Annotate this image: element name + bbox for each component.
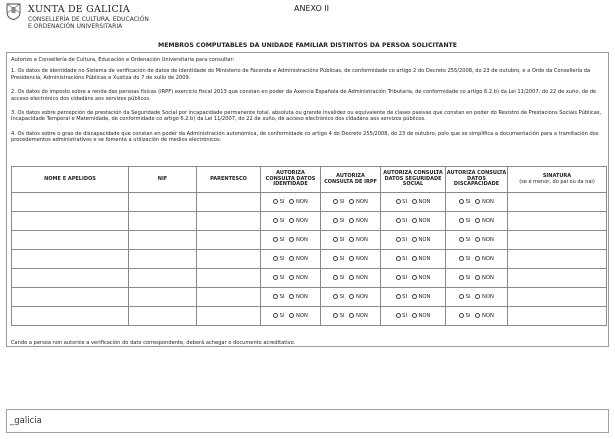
consent-options xyxy=(261,256,320,262)
signature-cell[interactable] xyxy=(508,212,607,231)
option-yes-label: SI xyxy=(279,275,285,281)
irpf-consent-cell xyxy=(321,193,381,212)
radio-yes-icon[interactable] xyxy=(396,256,401,261)
radio-yes-icon[interactable] xyxy=(459,199,464,204)
consent-options xyxy=(321,199,380,205)
radio-yes-icon[interactable] xyxy=(459,218,464,223)
footnote: Cando a persoa non autorice a verificación do dato correspondente, deberá achegar o documento acreditativo. xyxy=(11,340,296,346)
option-yes-label: SI xyxy=(339,256,345,262)
option-yes-label: SI xyxy=(465,256,471,262)
irpf-consent-cell xyxy=(321,212,381,231)
consent-options xyxy=(446,275,507,281)
radio-yes-icon[interactable] xyxy=(396,218,401,223)
table-row xyxy=(12,307,607,326)
option-no-label: NON xyxy=(418,199,431,205)
option-yes-label: SI xyxy=(339,199,345,205)
consent-options xyxy=(381,218,445,224)
option-yes-label: SI xyxy=(339,218,345,224)
name-cell[interactable] xyxy=(12,193,129,212)
disability-consent-cell xyxy=(446,212,508,231)
option-no-label: NON xyxy=(355,218,368,224)
irpf-consent-cell xyxy=(321,250,381,269)
option-no-label: NON xyxy=(355,237,368,243)
consent-options xyxy=(381,313,445,319)
radio-yes-icon[interactable] xyxy=(333,294,338,299)
option-yes-label: SI xyxy=(402,256,407,262)
department-line-2: E ORDENACIÓN UNIVERSITARIA xyxy=(28,22,123,30)
irpf-consent-cell xyxy=(321,231,381,250)
radio-yes-icon[interactable] xyxy=(273,218,278,223)
signature-cell[interactable] xyxy=(508,307,607,326)
option-no-label: NON xyxy=(418,294,431,300)
consent-options xyxy=(446,294,507,300)
radio-no-icon[interactable] xyxy=(412,256,417,261)
option-no-label: NON xyxy=(355,199,368,205)
social-security-consent-cell xyxy=(381,212,446,231)
parentesco-cell[interactable] xyxy=(197,288,261,307)
nif-cell[interactable] xyxy=(129,193,197,212)
radio-yes-icon[interactable] xyxy=(333,313,338,318)
radio-yes-icon[interactable] xyxy=(459,237,464,242)
nif-cell[interactable] xyxy=(129,269,197,288)
document-header xyxy=(6,3,609,37)
signature-header-note: (se é menor, do pai ou da nai) xyxy=(519,178,595,185)
radio-yes-icon[interactable] xyxy=(459,256,464,261)
parentesco-cell[interactable] xyxy=(197,193,261,212)
radio-yes-icon[interactable] xyxy=(333,237,338,242)
option-no-label: NON xyxy=(295,294,308,300)
radio-yes-icon[interactable] xyxy=(273,313,278,318)
option-yes-label: SI xyxy=(402,199,407,205)
department-line-1: CONSELLERÍA DE CULTURA, EDUCACIÓN xyxy=(28,16,149,23)
annex-label: ANEXO II xyxy=(294,4,330,13)
signature-cell[interactable] xyxy=(508,193,607,212)
consent-options xyxy=(321,275,380,281)
option-yes-label: SI xyxy=(339,275,345,281)
identity-consent-cell xyxy=(261,212,321,231)
radio-no-icon[interactable] xyxy=(475,199,480,204)
consent-options xyxy=(261,294,320,300)
radio-yes-icon[interactable] xyxy=(333,218,338,223)
radio-no-icon[interactable] xyxy=(475,313,480,318)
radio-no-icon[interactable] xyxy=(349,237,354,242)
disability-consent-cell xyxy=(446,307,508,326)
option-no-label: NON xyxy=(295,199,308,205)
consent-options xyxy=(381,199,445,205)
column-header-nif: NIF xyxy=(129,167,197,193)
option-yes-label: SI xyxy=(465,199,471,205)
consent-options xyxy=(261,218,320,224)
identity-consent-cell xyxy=(261,250,321,269)
option-yes-label: SI xyxy=(465,237,471,243)
name-cell[interactable] xyxy=(12,212,129,231)
consent-options xyxy=(261,313,320,319)
department-name xyxy=(28,17,178,30)
option-no-label: NON xyxy=(355,294,368,300)
option-yes-label: SI xyxy=(279,218,285,224)
signature-cell[interactable] xyxy=(508,288,607,307)
option-no-label: NON xyxy=(481,237,494,243)
option-yes-label: SI xyxy=(465,218,471,224)
option-no-label: NON xyxy=(295,237,308,243)
option-yes-label: SI xyxy=(402,275,407,281)
option-yes-label: SI xyxy=(465,275,471,281)
consent-options xyxy=(321,218,380,224)
authorization-item-4: 4. Os datos sobre o grao de discapacidade que constan en poder da Administración autonómica, de conformidade co artigo 4 do Decreto 255/2008, do 23 de outubro, polo que se simplifica a documentación para a tramitación dos procedementos administrativos e se fomenta a utilización de medios electrónicos. xyxy=(11,130,599,144)
consent-options xyxy=(261,237,320,243)
nif-cell[interactable] xyxy=(129,231,197,250)
page-footer xyxy=(6,409,609,433)
form-frame xyxy=(6,52,609,347)
name-cell[interactable] xyxy=(12,250,129,269)
option-no-label: NON xyxy=(355,256,368,262)
table-row xyxy=(12,231,607,250)
xunta-emblem-icon xyxy=(6,3,21,20)
authorization-item-3: 3. Os datos sobre percepción de prestación da Seguridade Social por incapacidade permanente total, absoluta ou grande invalidez ou equivalente de clases pasivas que constan en poder do Rexistro de Prestacións Sociais Públicas, Incapacidade Temporal e Maternidade, de conformidade co artigo 6.2.b) da Lei 11/2007, do 22 de xuño, de acceso electrónico dos cidadáns aos servizos públicos. xyxy=(11,110,602,123)
option-yes-label: SI xyxy=(279,199,285,205)
option-yes-label: SI xyxy=(279,294,285,300)
name-cell[interactable] xyxy=(12,231,129,250)
name-cell[interactable] xyxy=(12,307,129,326)
option-yes-label: SI xyxy=(339,237,345,243)
radio-no-icon[interactable] xyxy=(349,199,354,204)
column-header-identity: AUTORIZA CONSULTA DATOS IDENTIDADE xyxy=(261,167,321,193)
identity-consent-cell xyxy=(261,288,321,307)
option-no-label: NON xyxy=(481,294,494,300)
galicia-logo: _galicia xyxy=(10,416,42,426)
radio-no-icon[interactable] xyxy=(289,256,294,261)
disability-consent-cell xyxy=(446,193,508,212)
radio-no-icon[interactable] xyxy=(412,294,417,299)
radio-no-icon[interactable] xyxy=(412,237,417,242)
radio-yes-icon[interactable] xyxy=(396,199,401,204)
consent-options xyxy=(446,313,507,319)
radio-no-icon[interactable] xyxy=(289,199,294,204)
column-header-social-security: AUTORIZA CONSULTA DATOS SEGURIDADE SOCIAL xyxy=(381,167,446,193)
radio-no-icon[interactable] xyxy=(349,256,354,261)
signature-header-label: SINATURA xyxy=(542,172,572,179)
parentesco-cell[interactable] xyxy=(197,307,261,326)
document-title: MEMBROS COMPUTABLES DA UNIDADE FAMILIAR DISTINTOS DA PERSOA SOLICITANTE xyxy=(158,42,457,49)
option-no-label: NON xyxy=(355,275,368,281)
consent-options xyxy=(446,199,507,205)
table-row xyxy=(12,193,607,212)
consent-options xyxy=(381,294,445,300)
consent-options xyxy=(381,256,445,262)
radio-yes-icon[interactable] xyxy=(396,313,401,318)
name-cell[interactable] xyxy=(12,288,129,307)
radio-yes-icon[interactable] xyxy=(273,237,278,242)
option-no-label: NON xyxy=(481,199,494,205)
radio-no-icon[interactable] xyxy=(475,237,480,242)
nif-cell[interactable] xyxy=(129,307,197,326)
authorization-item-1: 1. Os datos de identidade no Sistema de verificación de datos de identidade do Ministerio de Facenda e Administracións Públicas, de conformidade co artigo 2 do Decreto 255/2008, do 23 de outubro, e a Orde da Consellería da Presidencia, Administracións Públicas e Xustiza do 7 de xullo de 2009. xyxy=(11,68,591,81)
option-yes-label: SI xyxy=(279,237,285,243)
disability-consent-cell xyxy=(446,288,508,307)
option-no-label: NON xyxy=(418,275,431,281)
option-no-label: NON xyxy=(355,313,368,319)
table-header-row xyxy=(12,167,607,193)
social-security-consent-cell xyxy=(381,250,446,269)
radio-no-icon[interactable] xyxy=(349,294,354,299)
option-no-label: NON xyxy=(481,256,494,262)
parentesco-cell[interactable] xyxy=(197,212,261,231)
radio-yes-icon[interactable] xyxy=(333,199,338,204)
option-no-label: NON xyxy=(418,313,431,319)
option-yes-label: SI xyxy=(402,313,407,319)
disability-consent-cell xyxy=(446,250,508,269)
identity-consent-cell xyxy=(261,307,321,326)
option-yes-label: SI xyxy=(339,313,345,319)
radio-no-icon[interactable] xyxy=(475,218,480,223)
column-header-disability: AUTORIZA CONSULTA DATOS DISCAPACIDADE xyxy=(446,167,508,193)
option-no-label: NON xyxy=(418,218,431,224)
table-row xyxy=(12,250,607,269)
social-security-consent-cell xyxy=(381,193,446,212)
nif-cell[interactable] xyxy=(129,212,197,231)
radio-yes-icon[interactable] xyxy=(273,275,278,280)
radio-no-icon[interactable] xyxy=(289,313,294,318)
signature-cell[interactable] xyxy=(508,231,607,250)
parentesco-cell[interactable] xyxy=(197,231,261,250)
option-yes-label: SI xyxy=(465,313,471,319)
option-no-label: NON xyxy=(481,275,494,281)
consent-options xyxy=(446,237,507,243)
members-table xyxy=(11,166,607,326)
disability-consent-cell xyxy=(446,269,508,288)
identity-consent-cell xyxy=(261,193,321,212)
option-no-label: NON xyxy=(295,275,308,281)
name-cell[interactable] xyxy=(12,269,129,288)
consent-options xyxy=(321,256,380,262)
irpf-consent-cell xyxy=(321,288,381,307)
column-header-irpf: AUTORIZA CONSULTA DE IRPF xyxy=(321,167,381,193)
radio-no-icon[interactable] xyxy=(289,294,294,299)
identity-consent-cell xyxy=(261,231,321,250)
parentesco-cell[interactable] xyxy=(197,269,261,288)
option-no-label: NON xyxy=(418,237,431,243)
consent-options xyxy=(261,199,320,205)
irpf-consent-cell xyxy=(321,269,381,288)
radio-no-icon[interactable] xyxy=(475,294,480,299)
radio-yes-icon[interactable] xyxy=(333,275,338,280)
identity-consent-cell xyxy=(261,269,321,288)
table-row xyxy=(12,269,607,288)
option-yes-label: SI xyxy=(339,294,345,300)
authorization-item-2: 2. Os datos do imposto sobre a renda das persoas físicas (IRPF) exercicio fiscal 2013 que constan en poder da Axencia Española de Administración Tributaria, de conformidade co artigo 6.2.b) da Lei 11/2007, do 22 de xuño, de de acceso electrónico dos cidadáns aos servizos públicos. xyxy=(11,89,597,102)
column-header-parentesco: PARENTESCO xyxy=(197,167,261,193)
nif-cell[interactable] xyxy=(129,288,197,307)
radio-no-icon[interactable] xyxy=(289,218,294,223)
radio-no-icon[interactable] xyxy=(412,199,417,204)
option-yes-label: SI xyxy=(465,294,471,300)
radio-yes-icon[interactable] xyxy=(459,313,464,318)
consent-options xyxy=(321,313,380,319)
irpf-consent-cell xyxy=(321,307,381,326)
radio-no-icon[interactable] xyxy=(412,313,417,318)
option-no-label: NON xyxy=(481,218,494,224)
nif-cell[interactable] xyxy=(129,250,197,269)
authorization-intro: Autorizo a Consellería de Cultura, Educación e Ordenación Universitaria para consultar: xyxy=(11,57,235,63)
consent-options xyxy=(446,256,507,262)
radio-no-icon[interactable] xyxy=(349,313,354,318)
option-no-label: NON xyxy=(295,313,308,319)
social-security-consent-cell xyxy=(381,307,446,326)
consent-options xyxy=(321,237,380,243)
radio-yes-icon[interactable] xyxy=(396,294,401,299)
radio-no-icon[interactable] xyxy=(349,275,354,280)
table-row xyxy=(12,288,607,307)
option-yes-label: SI xyxy=(402,237,407,243)
social-security-consent-cell xyxy=(381,269,446,288)
consent-options xyxy=(446,218,507,224)
radio-no-icon[interactable] xyxy=(475,256,480,261)
radio-no-icon[interactable] xyxy=(289,237,294,242)
option-no-label: NON xyxy=(295,218,308,224)
signature-cell[interactable] xyxy=(508,269,607,288)
option-yes-label: SI xyxy=(402,294,407,300)
radio-no-icon[interactable] xyxy=(289,275,294,280)
column-header-name: NOME E APELIDOS xyxy=(12,167,129,193)
option-no-label: NON xyxy=(481,313,494,319)
option-yes-label: SI xyxy=(402,218,407,224)
logo-name: XUNTA DE GALICIA xyxy=(28,4,130,15)
disability-consent-cell xyxy=(446,231,508,250)
table-row xyxy=(12,212,607,231)
parentesco-cell[interactable] xyxy=(197,250,261,269)
social-security-consent-cell xyxy=(381,288,446,307)
authorization-text xyxy=(11,57,606,152)
radio-yes-icon[interactable] xyxy=(459,275,464,280)
option-yes-label: SI xyxy=(279,313,285,319)
radio-yes-icon[interactable] xyxy=(396,275,401,280)
radio-no-icon[interactable] xyxy=(412,275,417,280)
consent-options xyxy=(381,275,445,281)
option-yes-label: SI xyxy=(279,256,285,262)
radio-no-icon[interactable] xyxy=(475,275,480,280)
radio-no-icon[interactable] xyxy=(349,218,354,223)
radio-no-icon[interactable] xyxy=(412,218,417,223)
option-no-label: NON xyxy=(418,256,431,262)
consent-options xyxy=(321,294,380,300)
signature-cell[interactable] xyxy=(508,250,607,269)
radio-yes-icon[interactable] xyxy=(273,256,278,261)
social-security-consent-cell xyxy=(381,231,446,250)
column-header-signature xyxy=(508,167,607,193)
consent-options xyxy=(261,275,320,281)
radio-yes-icon[interactable] xyxy=(396,237,401,242)
radio-yes-icon[interactable] xyxy=(273,294,278,299)
radio-yes-icon[interactable] xyxy=(273,199,278,204)
radio-yes-icon[interactable] xyxy=(333,256,338,261)
consent-options xyxy=(381,237,445,243)
radio-yes-icon[interactable] xyxy=(459,294,464,299)
option-no-label: NON xyxy=(295,256,308,262)
